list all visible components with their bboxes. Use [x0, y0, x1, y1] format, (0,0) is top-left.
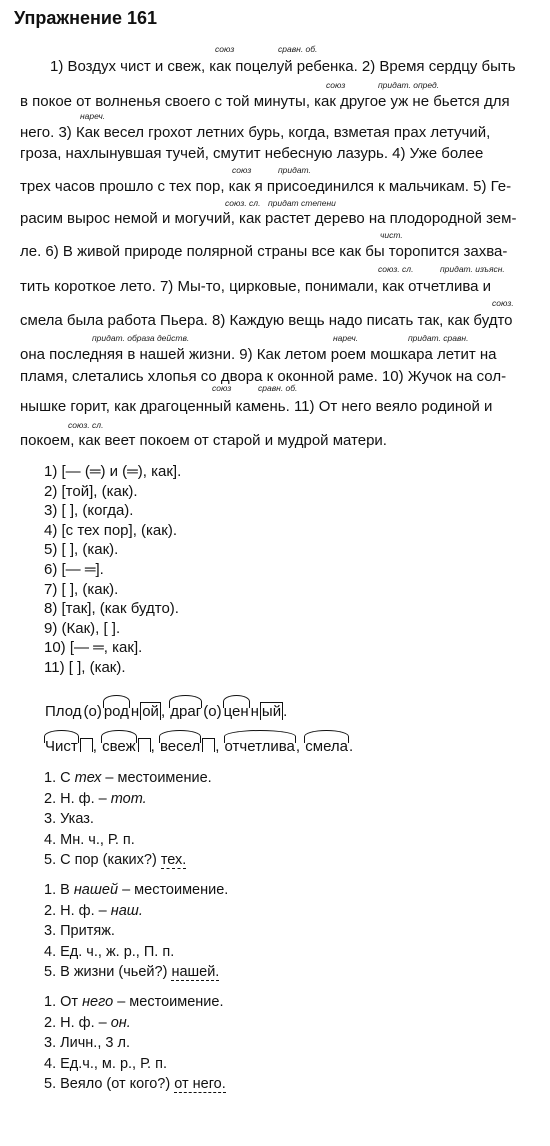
exercise-title: Упражнение 161 [14, 8, 158, 28]
pronoun-parse-2 [44, 880, 228, 983]
parse-line: 1. От него – местоимение. [44, 994, 224, 1010]
scheme-item: 4) [с тех пор], (как). [44, 521, 177, 539]
text-line: трех часов прошло с тех пор, как я присоединился к мальчикам. 5) Ге- [20, 178, 512, 195]
zero-ending-box [80, 738, 93, 752]
hint-frequency: чист. [380, 230, 403, 240]
comma: , [215, 738, 220, 755]
pronoun-parse-3 [44, 992, 226, 1095]
text-line: гроза, нахлынувшая тучей, смутит небесную лазурь. 4) Уже более [20, 145, 484, 162]
text-line: 1) Воздух чист и свеж, как поцелуй ребенка. 2) Время сердцу быть [50, 58, 516, 75]
hint-comparison: сравн. об. [278, 44, 318, 54]
scheme-item: 6) [— ═]. [44, 560, 104, 578]
morph-link-vowel: (о) [203, 703, 222, 720]
scheme-item: 5) [ ], (как). [44, 541, 119, 559]
morpheme-analysis-2 [44, 738, 353, 755]
sentence-schemes [44, 462, 181, 678]
parse-line: 4. Ед. ч., ж. р., П. п. [44, 943, 175, 960]
parse-line: 1. В нашей – местоимение. [44, 882, 229, 898]
hint-clause: придат. [278, 165, 311, 175]
morph-word: весел [159, 738, 201, 755]
morph-word: смела [305, 738, 349, 755]
comma: , [295, 738, 301, 755]
hint-conjunction: союз. [492, 298, 514, 308]
period: . [349, 738, 354, 755]
text-line: нышке горит, как драгоценный камень. 11) От него веяло родиной и [20, 398, 493, 415]
separator: , [160, 703, 170, 720]
morph-ending: ой [142, 703, 159, 720]
parse-line: 3. Указ. [44, 811, 94, 827]
hint-clause-degree: придат степени [268, 198, 336, 208]
hint-clause-manner: придат. образа действ. [92, 333, 190, 343]
parse-line: 2. Н. ф. – он. [44, 1014, 131, 1031]
hint-adverb: нареч. [333, 333, 359, 343]
scheme-item: 10) [— ═, как]. [44, 639, 143, 657]
hint-clause-attr: придат. опред. [378, 80, 440, 90]
parse-line: 5. Веяло (от кого?) от него. [44, 1076, 226, 1092]
text-line: она последняя в нашей жизни. 9) Как летом роем мошкара летит на [20, 346, 497, 363]
morph-suffix: н [130, 703, 140, 720]
text-line: покоем, как веет покоем от старой и мудрой матери. [20, 432, 387, 449]
hint-adverb: нареч. [80, 111, 106, 121]
hint-conj-word: союз. сл. [378, 264, 414, 274]
text-line: ле. 6) В живой природе полярной страны все как бы торопится захва- [20, 243, 508, 260]
morpheme-analysis-1 [44, 702, 287, 720]
scheme-item: 9) (Как), [ ]. [44, 619, 121, 637]
parse-line: 5. С пор (каких?) тех. [44, 852, 187, 868]
text-line: пламя, слетались хлопья со двора к оконной раме. 10) Жучок на сол- [20, 368, 507, 385]
hint-conj-word: союз. сл. [68, 420, 104, 430]
zero-ending-box [202, 738, 215, 752]
hint-conjunction: союз [212, 383, 232, 393]
parse-line: 2. Н. ф. – наш. [44, 902, 143, 919]
hint-comparison: сравн. об. [258, 383, 298, 393]
parse-line: 4. Мн. ч., Р. п. [44, 831, 135, 848]
morph-ending: ый [261, 703, 282, 720]
morph-root: Плод [45, 703, 82, 720]
parse-line: 3. Притяж. [44, 923, 115, 939]
text-line: расим вырос немой и могучий, как растет дерево на плодородной зем- [20, 210, 517, 227]
comma: , [150, 738, 155, 755]
morph-suffix: н [250, 703, 259, 720]
morph-root: род [103, 703, 129, 720]
hint-clause-explan: придат. изъясн. [440, 264, 505, 274]
parse-line: 4. Ед.ч., м. р., Р. п. [44, 1055, 167, 1072]
morph-link-vowel: (о) [83, 703, 102, 720]
scheme-item: 1) [— (═) и (═), как]. [44, 463, 182, 480]
text-line: в покое от волненья своего с той минуты, как другое уж не бьется для [20, 93, 510, 110]
zero-ending-box [138, 738, 151, 752]
text-line: смела была работа Пьера. 8) Каждую вещь надо писать так, как будто [20, 312, 513, 329]
morph-word: отчетлива [224, 738, 295, 755]
morph-root: цен [223, 703, 249, 720]
text-line: него. 3) Как весел грохот летних бурь, когда, взметая прах летучий, [20, 124, 491, 141]
pronoun-parse-1 [44, 768, 212, 871]
scheme-item: 7) [ ], (как). [44, 580, 119, 598]
hint-conjunction: союз [232, 165, 252, 175]
hint-conjunction: союз [326, 80, 346, 90]
parse-line: 2. Н. ф. – тот. [44, 790, 147, 807]
parse-line: 1. С тех – местоимение. [44, 770, 212, 786]
scheme-item: 3) [ ], (когда). [44, 502, 134, 520]
parse-line: 5. В жизни (чьей?) нашей. [44, 964, 220, 980]
hint-conj-word: союз. сл. [225, 198, 261, 208]
scheme-item: 11) [ ], (как). [44, 658, 126, 676]
morph-root: драг [170, 703, 202, 720]
scheme-item: 2) [той], (как). [44, 482, 138, 500]
scheme-item: 8) [так], (как будто). [44, 600, 179, 618]
period: . [283, 703, 288, 720]
parse-line: 3. Личн., 3 л. [44, 1035, 130, 1051]
hint-clause-compar: придат. сравн. [408, 333, 469, 343]
hint-conjunction: союз [215, 44, 235, 54]
text-line: тить короткое лето. 7) Мы-то, цирковые, понимали, как отчетлива и [20, 278, 492, 295]
comma: , [92, 738, 97, 755]
morph-word: свеж [102, 738, 136, 755]
morph-word: Чист [45, 738, 78, 755]
